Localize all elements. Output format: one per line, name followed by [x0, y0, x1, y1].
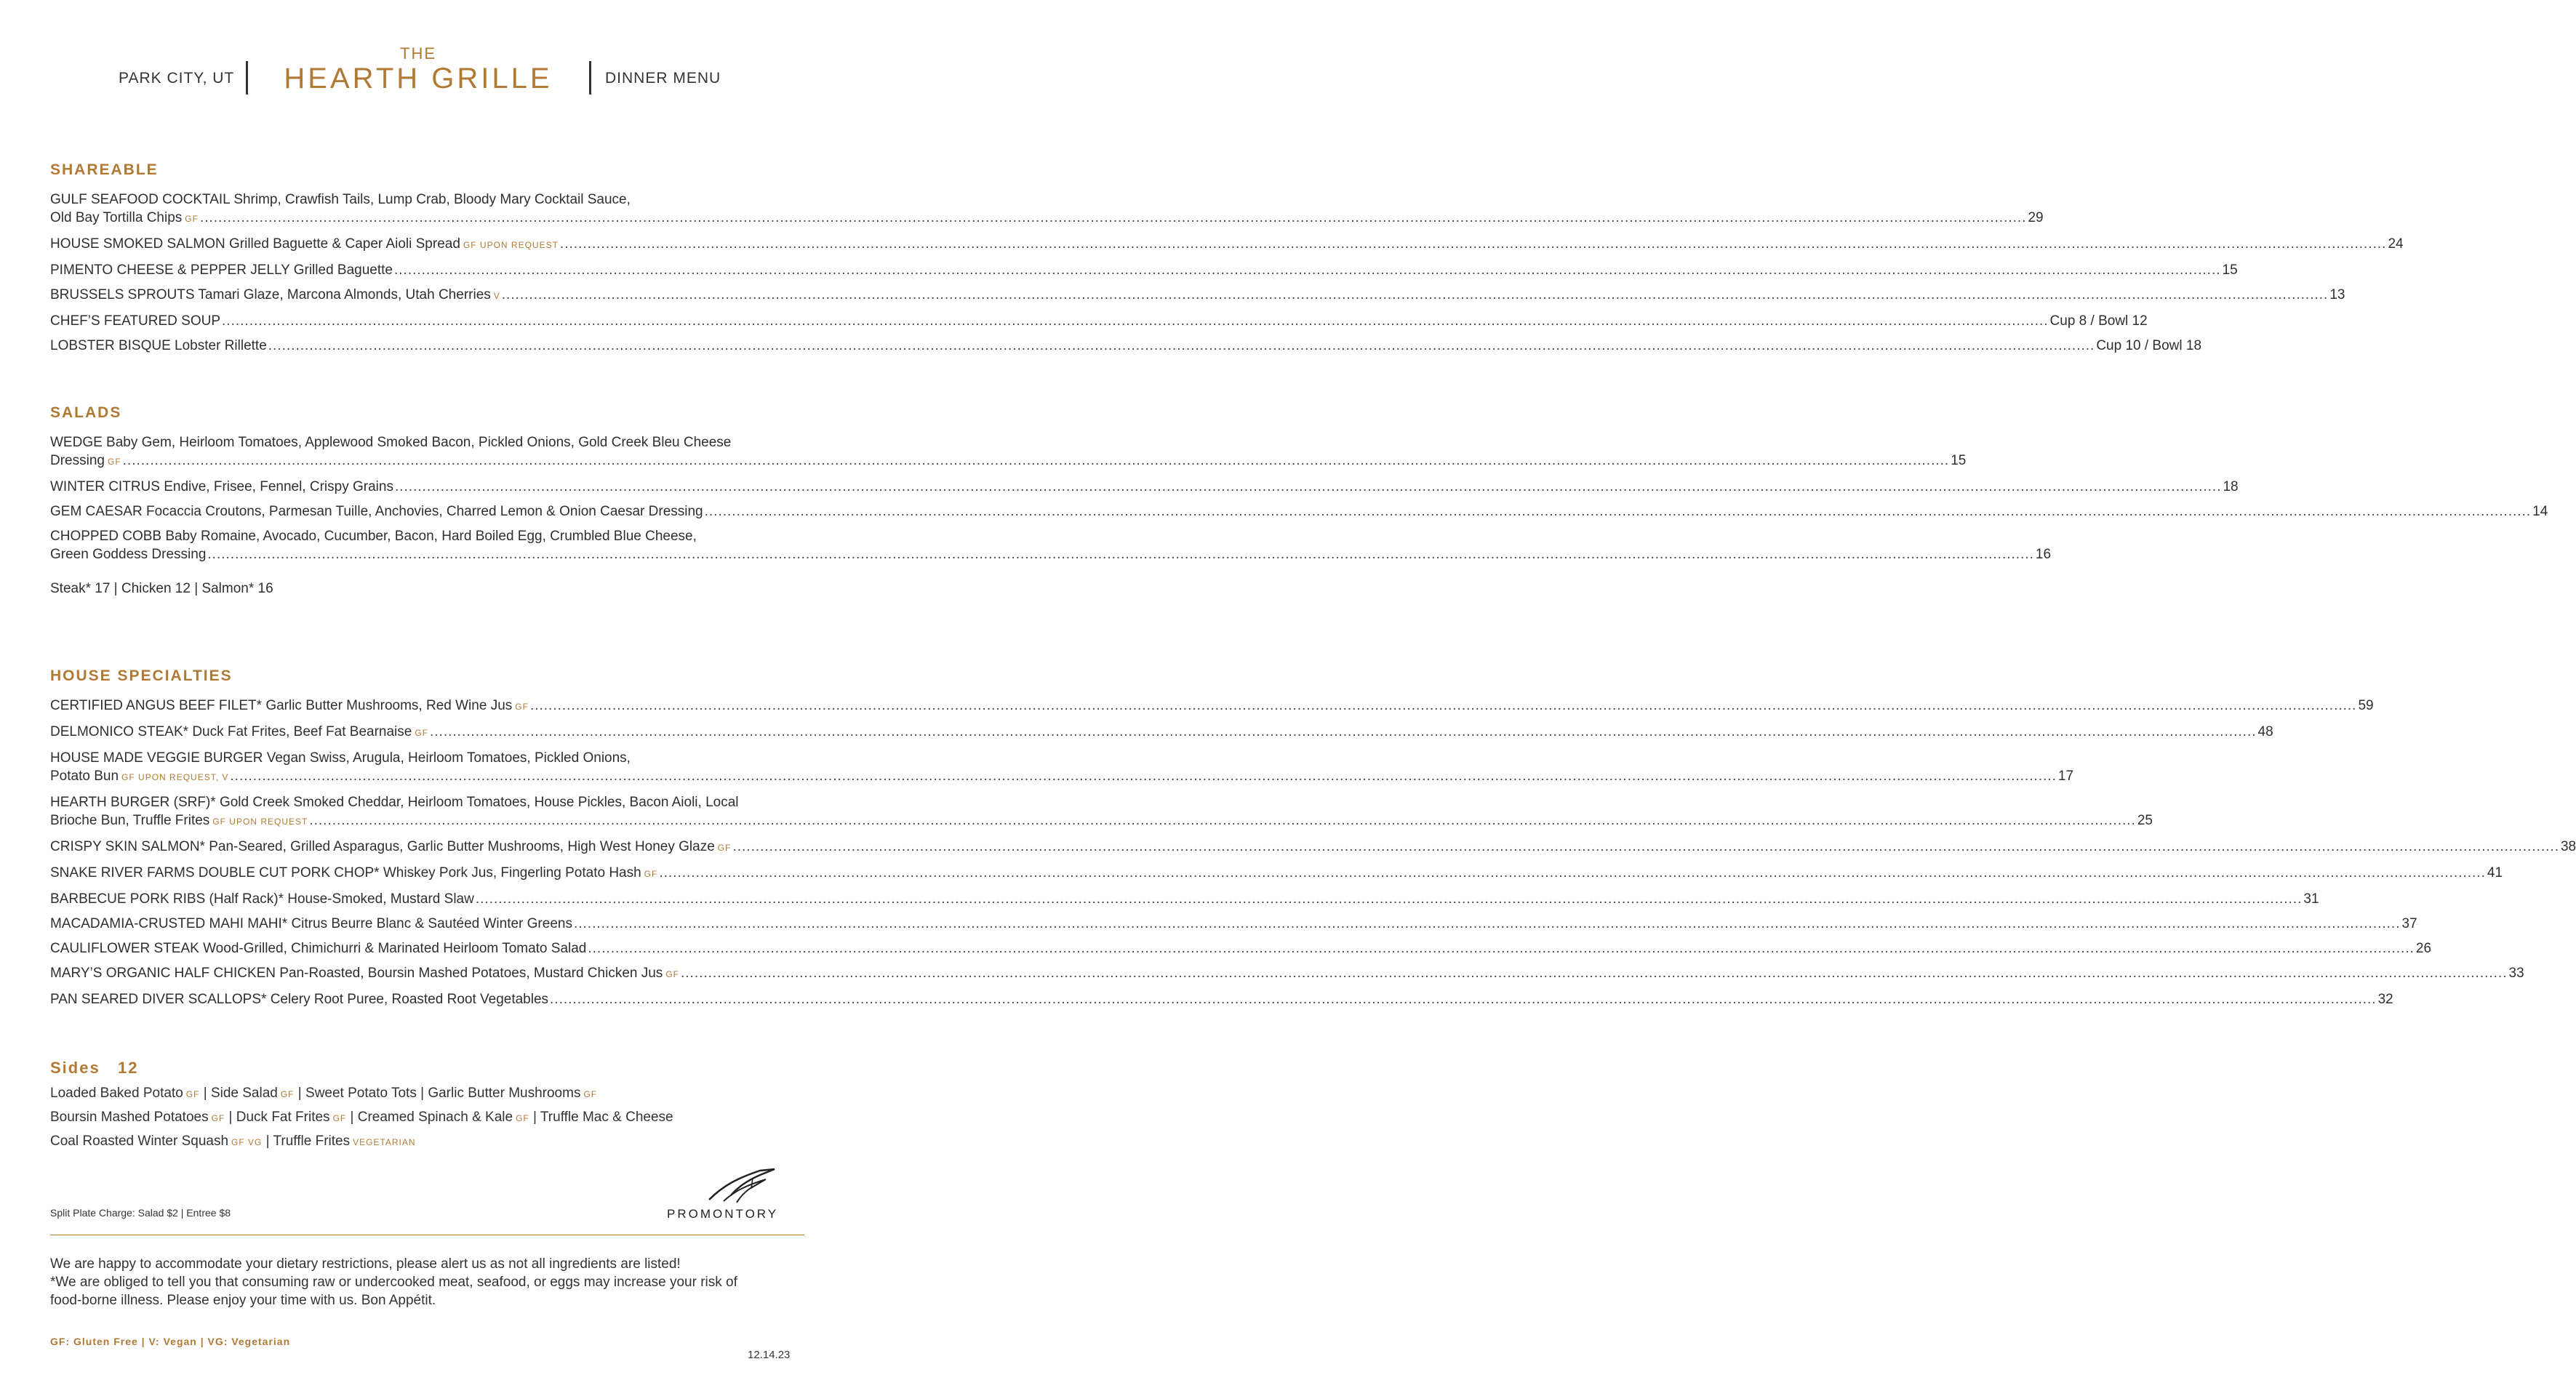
item-price: 15 — [1951, 453, 1967, 468]
salads-list — [50, 433, 2548, 563]
item-row — [50, 890, 2319, 908]
leader-dots: ................................................................................................................................................................................................................................................................................................................................................................................................................ — [550, 992, 2377, 1007]
leader-dots: ................................................................................................................................................................................................................................................................................................................................................................................................................ — [732, 839, 2559, 854]
diet-tag: GF — [515, 702, 529, 712]
sides-title — [50, 1059, 791, 1078]
logo-name: HEARTH GRILLE — [284, 63, 553, 95]
item-price: 33 — [2508, 966, 2524, 981]
diet-tag: GF — [332, 1113, 347, 1123]
item-text: SNAKE RIVER FARMS DOUBLE CUT PORK CHOP* Whiskey Pork Jus, Fingerling Potato Hash GF — [50, 865, 658, 880]
diet-tag: GF — [415, 728, 428, 738]
separator: | — [346, 1110, 358, 1125]
leader-dots: ................................................................................................................................................................................................................................................................................................................................................................................................................ — [122, 453, 1950, 468]
separator: | — [416, 1086, 428, 1101]
disclaimer-line-1: We are happy to accommodate your dietary restrictions, please alert us as not all ingredients are listed! — [50, 1256, 681, 1272]
item-price: 37 — [2401, 916, 2417, 931]
separator: | — [225, 1110, 236, 1125]
item-row — [50, 286, 2345, 305]
item-price: 16 — [2035, 547, 2052, 562]
item-text: DELMONICO STEAK* Duck Fat Frites, Beef Fat Bearnaise GF — [50, 724, 428, 739]
item-price: 25 — [2137, 813, 2153, 828]
diet-tag: VEGETARIAN — [353, 1137, 416, 1147]
leader-dots: ................................................................................................................................................................................................................................................................................................................................................................................................................ — [475, 891, 2303, 907]
item-text: Old Bay Tortilla Chips GF — [50, 210, 199, 225]
side-item: Garlic Butter Mushrooms — [428, 1086, 581, 1101]
item-row — [50, 964, 2524, 984]
sides-section — [50, 1059, 791, 1154]
item-price: 48 — [2257, 724, 2273, 739]
item-line-1: WEDGE Baby Gem, Heirloom Tomatoes, Applewood Smoked Bacon, Pickled Onions, Gold Creek Bleu Cheese — [50, 435, 732, 450]
split-plate-charge: Split Plate Charge: Salad $2 | Entree $8 — [50, 1207, 231, 1219]
item-text: CERTIFIED ANGUS BEEF FILET* Garlic Butter Mushrooms, Red Wine Jus GF — [50, 698, 529, 713]
item-line-1: GULF SEAFOOD COCKTAIL Shrimp, Crawfish Tails, Lump Crab, Bloody Mary Cocktail Sauce, — [50, 192, 631, 207]
menu-item — [50, 990, 2393, 1008]
item-row — [50, 452, 1967, 471]
side-item: Truffle Mac & Cheese — [540, 1110, 673, 1125]
separator: | — [199, 1086, 211, 1101]
restaurant-logo — [269, 45, 567, 95]
promontory-mark-icon — [680, 1163, 789, 1207]
item-row — [50, 767, 2074, 787]
menu-date: 12.14.23 — [748, 1349, 791, 1361]
item-row — [50, 838, 2576, 857]
section-title: SALADS — [50, 404, 122, 421]
location-label: PARK CITY, UT — [119, 70, 235, 87]
diet-tag: GF — [644, 869, 658, 879]
sides-list — [50, 1082, 791, 1154]
item-price: 24 — [2388, 236, 2404, 252]
item-text: GEM CAESAR Focaccia Croutons, Parmesan Tuille, Anchovies, Charred Lemon & Onion Caesar Dressing — [50, 504, 703, 519]
section-title: HOUSE SPECIALTIES — [50, 667, 233, 684]
side-item: Loaded Baked Potato — [50, 1086, 183, 1101]
leader-dots: ................................................................................................................................................................................................................................................................................................................................................................................................................ — [207, 547, 2034, 562]
dietary-disclaimer — [50, 1255, 748, 1309]
item-row — [50, 990, 2393, 1008]
item-text: HOUSE SMOKED SALMON Grilled Baguette & Caper Aioli Spread GF UPON REQUEST — [50, 236, 559, 252]
item-row — [50, 502, 2548, 521]
side-item: Coal Roasted Winter Squash — [50, 1134, 229, 1149]
leader-dots: ................................................................................................................................................................................................................................................................................................................................................................................................................ — [394, 479, 2222, 494]
item-text: Dressing GF — [50, 453, 121, 468]
header-divider-left — [246, 61, 248, 95]
item-row — [50, 235, 2404, 254]
header-divider-right — [589, 61, 591, 95]
leader-dots: ................................................................................................................................................................................................................................................................................................................................................................................................................ — [309, 813, 2136, 828]
item-price: Cup 8 / Bowl 12 — [2049, 313, 2148, 329]
salad-addons: Steak* 17 | Chicken 12 | Salmon* 16 — [50, 581, 273, 596]
item-text: MACADAMIA-CRUSTED MAHI MAHI* Citrus Beurre Blanc & Sautéed Winter Greens — [50, 916, 572, 931]
item-row — [50, 864, 2503, 883]
item-row — [50, 209, 2044, 228]
menu-item — [50, 261, 2238, 279]
menu-item — [50, 337, 2202, 355]
item-text: CAULIFLOWER STEAK Wood-Grilled, Chimichurri & Marinated Heirloom Tomato Salad — [50, 941, 587, 956]
diet-tag: GF — [107, 457, 121, 467]
item-price: Cup 10 / Bowl 18 — [2096, 338, 2202, 353]
leader-dots: ................................................................................................................................................................................................................................................................................................................................................................................................................ — [588, 941, 2415, 956]
menu-item — [50, 890, 2319, 908]
separator: | — [262, 1134, 273, 1149]
item-text: PAN SEARED DIVER SCALLOPS* Celery Root Puree, Roasted Root Vegetables — [50, 992, 549, 1007]
diet-tag: GF UPON REQUEST — [212, 817, 308, 827]
item-text: BRUSSELS SPROUTS Tamari Glaze, Marcona Almonds, Utah Cherries V — [50, 287, 500, 302]
diet-tag: V — [493, 291, 500, 301]
leader-dots: ................................................................................................................................................................................................................................................................................................................................................................................................................ — [222, 313, 2049, 329]
menu-item — [50, 190, 2044, 228]
item-text: MARY’S ORGANIC HALF CHICKEN Pan-Roasted, Boursin Mashed Potatoes, Mustard Chicken Jus GF — [50, 966, 679, 981]
dietary-legend: GF: Gluten Free | V: Vegan | VG: Vegetarian — [50, 1336, 291, 1347]
item-row — [50, 697, 2374, 716]
item-price: 29 — [2028, 210, 2044, 225]
item-price: 18 — [2223, 479, 2239, 494]
item-text: CHEF’S FEATURED SOUP — [50, 313, 221, 329]
shareable-list — [50, 190, 2404, 355]
item-price: 17 — [2057, 769, 2074, 784]
item-price: 32 — [2377, 992, 2393, 1007]
item-text: Brioche Bun, Truffle Frites GF UPON REQUEST — [50, 813, 308, 828]
item-row — [50, 312, 2148, 330]
sides-price: 12 — [118, 1059, 139, 1077]
menu-item — [50, 527, 2052, 563]
promontory-word: PROMONTORY — [667, 1207, 779, 1221]
item-text: PIMENTO CHEESE & PEPPER JELLY Grilled Baguette — [50, 262, 393, 278]
leader-dots: ................................................................................................................................................................................................................................................................................................................................................................................................................ — [573, 916, 2401, 931]
diet-tag: GF VG — [231, 1137, 263, 1147]
menu-item — [50, 502, 2548, 521]
leader-dots: ................................................................................................................................................................................................................................................................................................................................................................................................................ — [199, 210, 2027, 225]
side-item: Truffle Frites — [273, 1134, 351, 1149]
salads-section — [50, 404, 2548, 597]
item-price: 14 — [2532, 504, 2548, 519]
logo-the: THE — [400, 44, 436, 63]
sides-line — [50, 1106, 791, 1130]
separator: | — [529, 1110, 540, 1125]
item-row — [50, 545, 2052, 563]
menu-item — [50, 915, 2417, 933]
shareable-section — [50, 161, 2404, 361]
side-item: Boursin Mashed Potatoes — [50, 1110, 209, 1125]
leader-dots: ................................................................................................................................................................................................................................................................................................................................................................................................................ — [659, 865, 2486, 880]
menu-item — [50, 433, 1967, 471]
item-price: 38 — [2560, 839, 2576, 854]
leader-dots: ................................................................................................................................................................................................................................................................................................................................................................................................................ — [704, 504, 2532, 519]
item-text: LOBSTER BISQUE Lobster Rillette — [50, 338, 267, 353]
item-text: Potato Bun GF UPON REQUEST, V — [50, 769, 229, 784]
item-row — [50, 723, 2273, 742]
item-price: 59 — [2358, 698, 2374, 713]
item-text: WINTER CITRUS Endive, Frisee, Fennel, Crispy Grains — [50, 479, 393, 494]
item-price: 15 — [2222, 262, 2238, 278]
menu-item — [50, 838, 2576, 857]
leader-dots: ................................................................................................................................................................................................................................................................................................................................................................................................................ — [393, 262, 2221, 278]
item-row — [50, 915, 2417, 933]
leader-dots: ................................................................................................................................................................................................................................................................................................................................................................................................................ — [559, 236, 2387, 252]
item-row — [50, 811, 2153, 831]
item-price: 26 — [2415, 941, 2432, 956]
item-line-1: CHOPPED COBB Baby Romaine, Avocado, Cucumber, Bacon, Hard Boiled Egg, Crumbled Blue Cheese, — [50, 529, 697, 544]
menu-item — [50, 723, 2273, 742]
specialties-list — [50, 697, 2576, 1008]
diet-tag: GF — [717, 843, 732, 853]
menu-item — [50, 286, 2345, 305]
menu-item — [50, 478, 2239, 496]
specialties-section — [50, 667, 2576, 1015]
item-price: 13 — [2329, 287, 2345, 302]
menu-item — [50, 235, 2404, 254]
diet-tag: GF — [185, 1089, 200, 1099]
promontory-logo — [658, 1163, 796, 1222]
separator: | — [294, 1086, 306, 1101]
diet-tag: GF — [211, 1113, 225, 1123]
side-item: Duck Fat Frites — [236, 1110, 330, 1125]
side-item: Sweet Potato Tots — [305, 1086, 417, 1101]
diet-tag: GF — [185, 214, 199, 224]
menu-item — [50, 864, 2503, 883]
side-item: Side Salad — [210, 1086, 278, 1101]
item-row — [50, 939, 2432, 958]
menu-item — [50, 793, 2153, 831]
item-line-1: HEARTH BURGER (SRF)* Gold Creek Smoked Cheddar, Heirloom Tomatoes, House Pickles, Bacon Aioli, Local — [50, 795, 739, 810]
item-text: Green Goddess Dressing — [50, 547, 207, 562]
item-row — [50, 478, 2239, 496]
leader-dots: ................................................................................................................................................................................................................................................................................................................................................................................................................ — [501, 287, 2329, 302]
item-row — [50, 337, 2202, 355]
item-price: 31 — [2303, 891, 2319, 907]
diet-tag: GF UPON REQUEST — [463, 240, 559, 250]
item-line-1: HOUSE MADE VEGGIE BURGER Vegan Swiss, Arugula, Heirloom Tomatoes, Pickled Onions, — [50, 750, 631, 766]
leader-dots: ................................................................................................................................................................................................................................................................................................................................................................................................................ — [529, 698, 2357, 713]
side-item: Creamed Spinach & Kale — [357, 1110, 513, 1125]
item-text: BARBECUE PORK RIBS (Half Rack)* House-Smoked, Mustard Slaw — [50, 891, 474, 907]
menu-item — [50, 697, 2374, 716]
leader-dots: ................................................................................................................................................................................................................................................................................................................................................................................................................ — [680, 966, 2508, 981]
leader-dots: ................................................................................................................................................................................................................................................................................................................................................................................................................ — [230, 769, 2057, 784]
diet-tag: GF UPON REQUEST, V — [121, 772, 229, 782]
sides-title-text: Sides — [50, 1059, 100, 1077]
diet-tag: GF — [665, 969, 679, 979]
item-text: CRISPY SKIN SALMON* Pan-Seared, Grilled Asparagus, Garlic Butter Mushrooms, High West Honey Glaze GF — [50, 839, 732, 854]
section-title: SHAREABLE — [50, 161, 159, 178]
menu-item — [50, 312, 2148, 330]
diet-tag: GF — [516, 1113, 529, 1123]
diet-tag: GF — [583, 1089, 598, 1099]
leader-dots: ................................................................................................................................................................................................................................................................................................................................................................................................................ — [430, 724, 2257, 739]
item-row — [50, 261, 2238, 279]
leader-dots: ................................................................................................................................................................................................................................................................................................................................................................................................................ — [268, 338, 2095, 353]
disclaimer-line-2: *We are obliged to tell you that consuming raw or undercooked meat, seafood, or eggs may increase your risk of food-borne illness. Please enjoy your time with us. Bon Appétit. — [50, 1275, 737, 1308]
diet-tag: GF — [280, 1089, 295, 1099]
menu-header — [0, 45, 848, 103]
menu-item — [50, 939, 2432, 958]
sides-line — [50, 1082, 791, 1106]
menu-item — [50, 749, 2074, 787]
menu-type-label: DINNER MENU — [605, 70, 721, 87]
item-price: 41 — [2487, 865, 2503, 880]
sides-line — [50, 1130, 791, 1154]
menu-item — [50, 964, 2524, 984]
